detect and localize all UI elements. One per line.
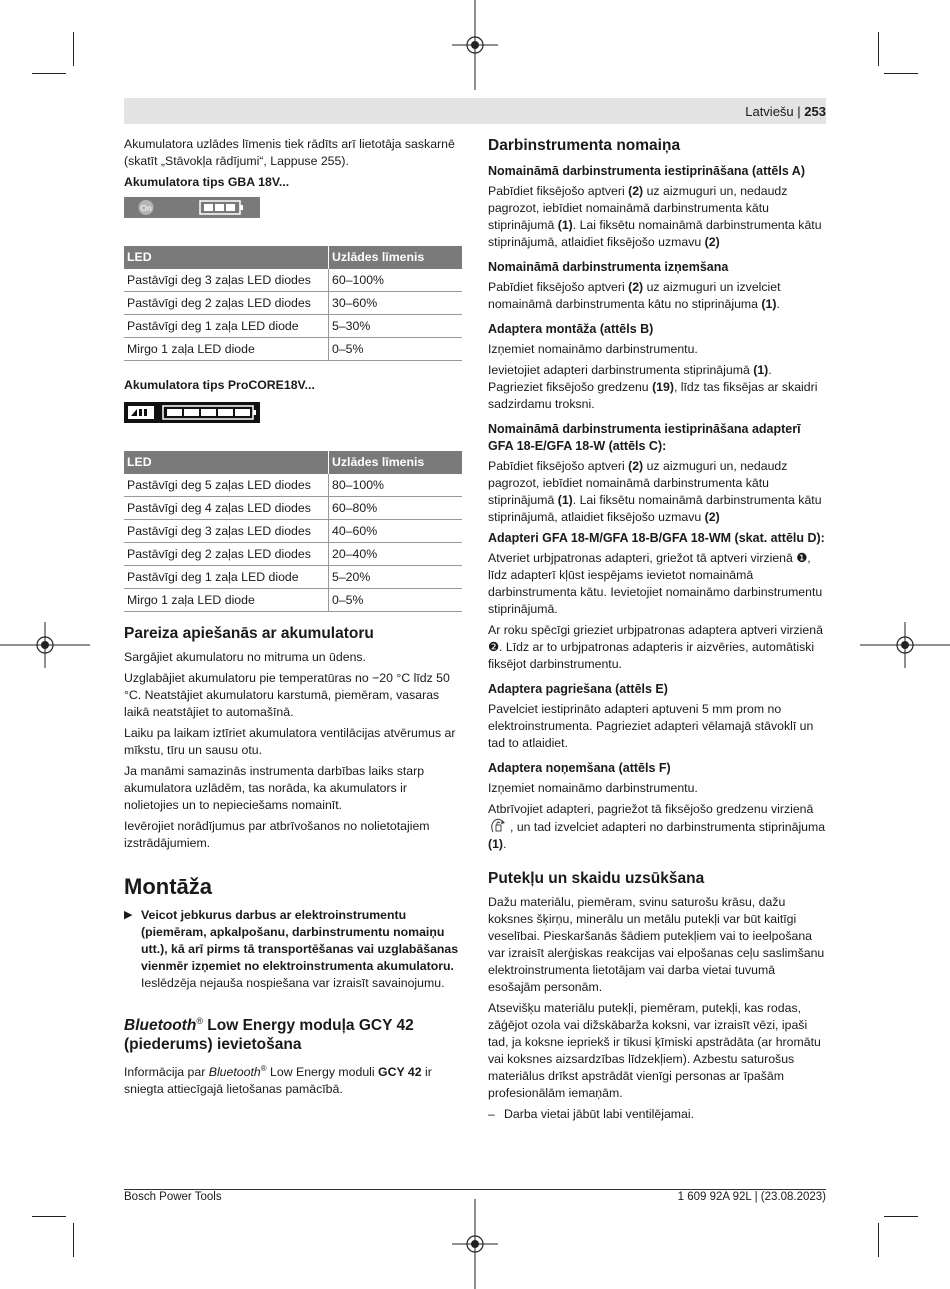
text-span: Pabīdiet fiksējošo aptveri [488, 280, 629, 294]
table-cell: 0–5% [329, 338, 463, 361]
table-row [124, 315, 462, 338]
section-paragraph [488, 362, 826, 413]
table-cell: Pastāvīgi deg 3 zaļas LED diodes [124, 520, 329, 543]
crop-mark [884, 1216, 918, 1217]
section-heading: Adapteri GFA 18-M/GFA 18-B/GFA 18-WM (skat. attēlu D): [488, 531, 825, 545]
table-cell: 60–100% [329, 269, 463, 292]
text-span: . [503, 837, 507, 851]
ref-number: (19) [652, 380, 674, 394]
crop-mark [884, 73, 918, 74]
section-paragraph [488, 183, 826, 251]
ref-number: (1) [557, 493, 573, 507]
section-paragraph [488, 801, 826, 853]
table-cell: 80–100% [329, 474, 463, 497]
text-span: ir sniegta attiecīgajā lietošanas pamācībā. [124, 1065, 432, 1097]
bluetooth-word: Bluetooth [208, 1065, 261, 1080]
crop-mark [32, 73, 66, 74]
care-paragraph: Ievērojiet norādījumus par atbrīvošanos no nolietotajiem izstrādājumiem. [124, 819, 430, 850]
section-paragraph: Izņemiet nomaināmo darbinstrumentu. [488, 342, 698, 356]
table-row [124, 497, 462, 520]
section-heading: Adaptera noņemšana (attēls F) [488, 761, 671, 775]
table-header: LED [124, 246, 329, 269]
ref-number: (1) [753, 363, 769, 377]
text-span: . Pagrieziet fiksējošo gredzenu [488, 363, 772, 394]
section-heading: Adaptera pagriešana (attēls E) [488, 682, 668, 696]
care-paragraph: Uzglabājiet akumulatoru pie temperatūras no −20 °C līdz 50 °C. Neatstājiet akumulatoru karstumā, piemēram, vasaras laikā neatstājiet to automašīnā. [124, 671, 450, 719]
gba-battery-title: Akumulatora tips GBA 18V... [124, 175, 290, 189]
footer-doc-number: 1 609 92A 92L | (23.08.2023) [677, 1191, 826, 1203]
warning-bullet [124, 907, 462, 992]
section-heading: Nomaināmā darbinstrumenta iestiprināšana (attēls A) [488, 164, 805, 178]
section-heading: Nomaināmā darbinstrumenta izņemšana [488, 260, 729, 274]
footer-rule [124, 1189, 826, 1190]
section-paragraph [488, 279, 826, 313]
table-cell: Pastāvīgi deg 2 zaļas LED diodes [124, 543, 329, 566]
registered-mark: ® [260, 1064, 267, 1074]
table-row [124, 520, 462, 543]
registered-mark: ® [196, 1016, 203, 1026]
crop-mark [73, 1223, 74, 1257]
procore-battery-title: Akumulatora tips ProCORE18V... [124, 378, 315, 392]
gba-battery-illustration [124, 197, 260, 218]
table-cell: Pastāvīgi deg 2 zaļas LED diodes [124, 292, 329, 315]
warning-bold-text: Veicot jebkurus darbus ar elektroinstrumentu (piemēram, apkalpošanu, darbinstrumentu nomaiņu utt.), kā arī pirms tā transportēšanas vai uzglabāšanas vienmēr izņemiet no elektroinstrumenta akumulatoru. [141, 908, 459, 973]
text-span: , līdz tas fiksējas ar skaidri sadzirdamu troksni. [488, 380, 818, 411]
bluetooth-heading-rest: Low Energy moduļa GCY 42 (piederums) ievietošana [124, 1017, 414, 1054]
list-item-text: Darba vietai jābūt labi ventilējamai. [504, 1107, 695, 1121]
battery-care-heading: Pareiza apiešanās ar akumulatoru [124, 625, 374, 642]
table-row [124, 338, 462, 361]
section-heading: Nomaināmā darbinstrumenta iestiprināšana adapterī GFA 18-E/GFA 18-W (attēls C): [488, 422, 801, 453]
bluetooth-paragraph [124, 1060, 462, 1098]
gba-led-table [124, 246, 462, 361]
care-paragraph: Ja manāmi samazinās instrumenta darbības laiks starp akumulatora uzlādēm, tas norāda, ka akumulators ir nolietojies un to nepieciešams nomainīt. [124, 764, 425, 812]
table-row [124, 474, 462, 497]
table-cell: 5–20% [329, 566, 463, 589]
text-span: , un tad izvelciet adapteri no darbinstrumenta stiprinājuma [510, 820, 826, 834]
ref-number: (2) [704, 510, 720, 524]
table-row [124, 543, 462, 566]
text-span: Pabīdiet fiksējošo aptveri [488, 184, 629, 198]
table-cell: 60–80% [329, 497, 463, 520]
table-cell: Mirgo 1 zaļa LED diode [124, 589, 329, 612]
ref-number: (1) [557, 218, 573, 232]
dust-heading: Putekļu un skaidu uzsūkšana [488, 870, 705, 887]
module-name: GCY 42 [378, 1065, 422, 1080]
table-cell: 0–5% [329, 589, 463, 612]
battery-icon [124, 197, 260, 218]
registration-mark-right [860, 622, 950, 668]
table-cell: 40–60% [329, 520, 463, 543]
text-span: Low Energy moduli [266, 1065, 379, 1080]
text-span: . [776, 297, 780, 311]
page-number: 253 [804, 104, 826, 119]
header-separator: | [797, 104, 801, 119]
section-paragraph: Ar roku spēcīgi grieziet urbjpatronas adaptera aptveri virzienā ❷. Līdz ar to urbjpatronas adapteris ir aizvēries, automātiski fiksējot darbinstrumentu. [488, 623, 823, 671]
procore-battery-illustration [124, 402, 260, 423]
tool-change-heading: Darbinstrumenta nomaiņa [488, 137, 681, 154]
ref-number: (1) [761, 297, 777, 311]
bullet-arrow-icon: ▶ [124, 909, 133, 921]
table-cell: Pastāvīgi deg 1 zaļa LED diode [124, 566, 329, 589]
text-span: . Lai fiksētu nomaināmā darbinstrumenta kātu stiprinājumā, atlaidiet fiksējošo uzmavu [488, 218, 822, 249]
section-paragraph: Atveriet urbjpatronas adapteri, griežot tā aptveri virzienā ❶, līdz adapterī kļūst iespējams ievietot nomaināmā darbinstrumenta kātu. Ievietojiet nomaināmo darbinstrumentu stiprinājumā. [488, 551, 823, 616]
table-row [124, 566, 462, 589]
section-heading: Adaptera montāža (attēls B) [488, 322, 654, 336]
ref-number: (2) [628, 280, 644, 294]
text-span: Pabīdiet fiksējošo aptveri [488, 459, 629, 473]
table-header: Uzlādes līmenis [329, 451, 463, 474]
section-paragraph [488, 458, 826, 526]
table-row [124, 269, 462, 292]
header-band [124, 98, 826, 124]
on-label: On [140, 203, 152, 213]
bluetooth-word: Bluetooth [124, 1017, 197, 1035]
unlock-rotation-icon [488, 818, 510, 834]
table-cell: Pastāvīgi deg 1 zaļa LED diode [124, 315, 329, 338]
left-column [124, 136, 462, 1102]
care-paragraph: Laiku pa laikam iztīriet akumulatora ventilācijas atvērumus ar mīkstu, tīru un sausu otu. [124, 726, 456, 757]
procore-led-table [124, 451, 462, 612]
ref-number: (2) [704, 235, 720, 249]
registration-mark-left [0, 622, 90, 668]
ref-number: (2) [628, 459, 644, 473]
text-span: uz aizmuguri un, nedaudz pagrozot, iebīdiet nomaināmā darbinstrumenta kātu stiprinājumā [488, 184, 788, 232]
ref-number: (1) [488, 837, 504, 851]
table-header: Uzlādes līmenis [329, 246, 463, 269]
crop-mark [73, 32, 74, 66]
table-cell: Mirgo 1 zaļa LED diode [124, 338, 329, 361]
text-span: . Lai fiksētu nomaināmā darbinstrumenta kātu stiprinājumā, atlaidiet fiksējošo uzmavu [488, 493, 822, 524]
crop-mark [32, 1216, 66, 1217]
intro-paragraph: Akumulatora uzlādes līmenis tiek rādīts arī lietotāja saskarnē (skatīt „Stāvokļa rādījumi“, Lappuse 255). [124, 137, 455, 168]
warning-text: Ieslēdzēja nejauša nospiešana var izraisīt savainojumu. [141, 976, 445, 990]
table-row [124, 292, 462, 315]
dust-paragraph: Atsevišķu materiālu putekļi, piemēram, putekļi, kas rodas, zāģējot ozola vai dižskābarža koksni, var izraisīt vēzi, ipaši tad, ja koksne iepriekš ir tikusi ķīmiski apstrādāta (ar hromātu vai koksnes aizsardzības līdzekļiem). Azbestu saturošus materiālus drīkst apstrādāt vienīgi personas ar īpašām profesionālām iemaņām. [488, 1001, 821, 1100]
dust-paragraph: Dažu materiālu, piemēram, svinu saturošu krāsu, dažu koksnes šķirņu, minerālu un metālu putekļi var būt kaitīgi veselībai. Pieskaršanās šādiem putekļiem vai to ieelpošana var izraisīt alerģiskas reakcijas vai elpošanas ceļu saslimšanu elektroinstrumenta lietotājam vai darba vietai tuvumā esošajām personām. [488, 895, 825, 994]
registration-mark-bottom [452, 1199, 498, 1289]
text-span: Atbrīvojiet adapteri, pagriežot tā fiksējošo gredzenu virzienā [488, 802, 814, 816]
bluetooth-heading [124, 1012, 462, 1054]
table-row [124, 589, 462, 612]
dash-bullet: – [488, 1107, 495, 1121]
text-span: Ievietojiet adapteri darbinstrumenta stiprinājumā [488, 363, 754, 377]
montaza-heading: Montāža [124, 874, 212, 899]
table-cell: Pastāvīgi deg 5 zaļas LED diodes [124, 474, 329, 497]
section-paragraph: Izņemiet nomaināmo darbinstrumentu. [488, 781, 698, 795]
page-header [745, 104, 826, 119]
footer-publisher: Bosch Power Tools [124, 1191, 222, 1203]
text-span: uz aizmuguri un, nedaudz pagrozot, iebīdiet nomaināmā darbinstrumenta kātu stiprinājumā [488, 459, 788, 507]
right-column [488, 136, 826, 1123]
crop-mark [878, 1223, 879, 1257]
text-span: uz aizmuguri un izvelciet nomaināmā darbinstrumenta kātu no stiprinājuma [488, 280, 781, 311]
registration-mark-top [452, 0, 498, 90]
care-paragraph: Sargājiet akumulatoru no mitruma un ūdens. [124, 650, 366, 664]
text-span: Informācija par [124, 1065, 209, 1080]
table-cell: 30–60% [329, 292, 463, 315]
table-cell: Pastāvīgi deg 4 zaļas LED diodes [124, 497, 329, 520]
header-language: Latviešu [745, 104, 794, 119]
dust-list-item [488, 1106, 826, 1123]
crop-mark [878, 32, 879, 66]
table-cell: Pastāvīgi deg 3 zaļas LED diodes [124, 269, 329, 292]
table-cell: 5–30% [329, 315, 463, 338]
battery-icon [124, 402, 260, 423]
ref-number: (2) [628, 184, 644, 198]
table-header: LED [124, 451, 329, 474]
table-cell: 20–40% [329, 543, 463, 566]
section-paragraph: Pavelciet iestiprināto adapteri aptuveni 5 mm prom no elektroinstrumenta. Pagrieziet adapteri vēlamajā stāvoklī un tad to atlaidiet. [488, 702, 814, 750]
